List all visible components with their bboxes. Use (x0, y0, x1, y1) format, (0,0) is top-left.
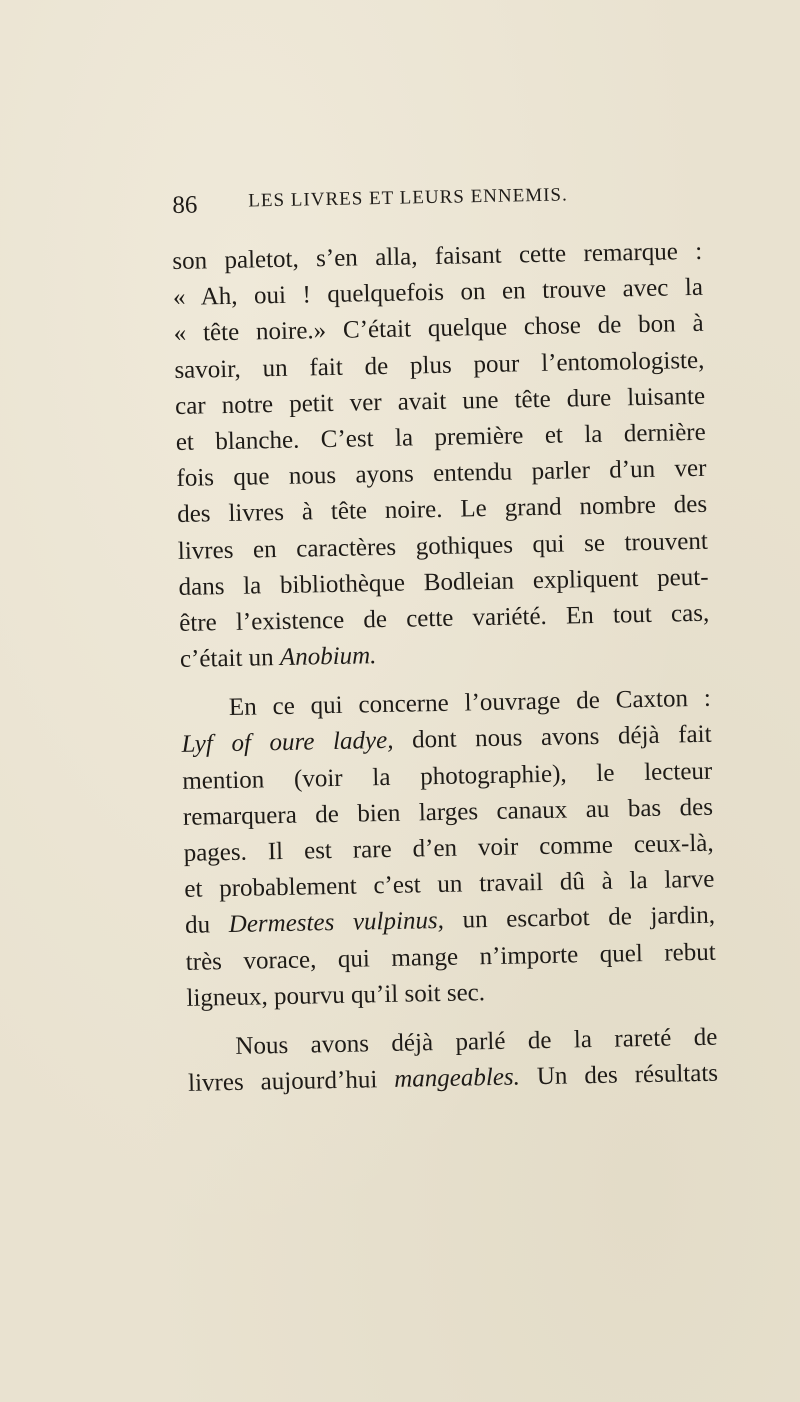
text-segment: En ce qui concerne l’ouvrage de Caxton : (228, 684, 712, 722)
text-segment: très vorace, qui mange n’importe quel rebut (185, 938, 716, 976)
text-segment: ligneux, pourvu qu’il soit sec. (186, 978, 486, 1012)
italic-text: Dermestes vulpinus, (228, 907, 445, 939)
text-segment: du (184, 911, 230, 940)
italic-text: Anobium. (279, 642, 377, 672)
italic-text: mangeables. (393, 1063, 521, 1094)
text-segment: et blanche. C’est la première et la dernière (175, 418, 706, 456)
paragraph (181, 681, 717, 1017)
page-header (172, 177, 633, 226)
text-segment: Un des résultats (519, 1059, 719, 1091)
text-segment: un escarbot de jardin, (443, 902, 716, 935)
text-segment: remarquera de bien larges canaux au bas des (182, 793, 714, 831)
text-segment: pages. Il est rare d’en voir comme ceux-là, (183, 829, 714, 867)
text-segment: dans la bibliothèque Bodleian expliquent peut- (178, 563, 709, 601)
text-segment: dont nous avons déjà fait (393, 721, 712, 755)
body-text (172, 234, 718, 1102)
italic-text: Lyf of oure ladye, (181, 727, 394, 759)
paragraph (187, 1020, 718, 1103)
text-segment: livres en caractères gothiques qui se trouvent (177, 527, 709, 565)
text-segment: livres aujourd’hui (187, 1066, 395, 1097)
text-segment: être l’existence de cette variété. En tout cas, (179, 599, 710, 637)
running-head: LES LIVRES ET LEURS ENNEMIS. (248, 184, 568, 212)
text-segment: c’était un (179, 644, 281, 673)
text-segment: « Ah, oui ! quelquefois on en trouve avec la (172, 274, 704, 312)
text-segment: fois que nous ayons entendu parler d’un ver (176, 454, 707, 493)
text-segment: « tête noire.» C’était quelque chose de bon à (173, 310, 704, 348)
page-number: 86 (172, 191, 198, 219)
paragraph (172, 234, 710, 678)
text-segment: et probablement c’est un travail dû à la larve (184, 865, 715, 904)
text-segment: Nous avons déjà parlé de la rareté de (235, 1023, 718, 1060)
text-segment: car notre petit ver avait une tête dure luisante (174, 382, 706, 420)
text-segment: des livres à tête noire. Le grand nombre des (176, 491, 708, 529)
text-segment: savoir, un fait de plus pour l’entomologiste, (174, 346, 705, 384)
text-segment: son paletot, s’en alla, faisant cette remarque : (172, 237, 703, 275)
text-segment: mention (voir la photographie), le lecteur (182, 757, 713, 795)
